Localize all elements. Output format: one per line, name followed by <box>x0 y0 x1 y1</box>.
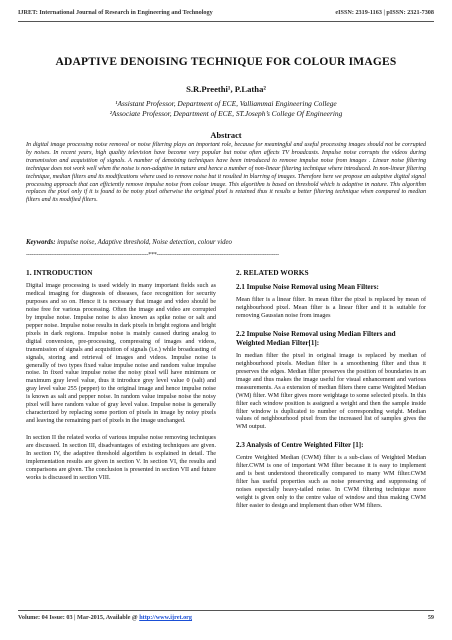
keywords <box>26 239 426 246</box>
introduction-heading: 1. INTRODUCTION <box>26 268 93 277</box>
section-separator: --------------------------------------------------------------------***-------------------------------------------------------------------- <box>26 252 279 258</box>
abstract-heading: Abstract <box>210 131 242 140</box>
section-2-2-heading: 2.2 Impulse Noise Removal using Median Filters and Weighted Median Filter[1]: <box>236 329 396 347</box>
footer-rule <box>18 610 434 611</box>
section-2-1-heading: 2.1 Impulse Noise Removal using Mean Filters: <box>236 283 379 291</box>
paper-authors: S.R.Preethi¹, P.Latha² <box>186 84 266 94</box>
abstract-text: In digital image processing noise removal or noise filtering plays an important role, because for meaningful and useful processing images should not be corrupted by noises. In recent years, high quality television have become very popular but noise often affects TV broadcasts. Impulse noise corrupts the videos during transmission and acquisition of signals. A number of denoising techniques have been introduced to remove impulse noise from images . Linear noise filtering technique does not work well when the noise is non-adaptive in nature and hence a number of non-linear filtering technique where introduced. In non-linear filtering technique, median filters and its modifications where used to remove noise but it resulted in blurring of images. Therefore here we propose an adaptive digital signal processing approach that can efficiently remove impulse noise from colour image. This algorithm is based on threshold which is adaptive in nature. This algorithm replaces the pixel only if it is found to be noisy pixel otherwise the original pixel is retained thus it results a better filtering technique when compared to median filters and its modified filters. <box>26 142 426 204</box>
section-2-3-heading: 2.3 Analysis of Centre Weighted Filter [1]: <box>236 441 364 450</box>
section-2-1-text: Mean filter is a linear filter. In mean filter the pixel is replaced by mean of neighbourhood pixel. Mean filter is a linear filter and it is suitable for removing Gaussian noise from images <box>236 297 426 319</box>
keywords-text: impulse noise, Adaptive threshold, Noise detection, colour video <box>57 239 232 246</box>
page-footer <box>18 614 434 621</box>
header-rule <box>18 21 434 22</box>
page-number: 59 <box>427 614 434 621</box>
footer-volume-text: Volume: 04 Issue: 03 | Mar-2015, Available @ <box>18 614 140 621</box>
journal-header <box>18 9 434 16</box>
related-works-heading: 2. RELATED WORKS <box>236 268 309 277</box>
affiliation-1: ¹Assistant Professor, Department of ECE, Valliammai Engineering College <box>115 99 337 108</box>
footer-volume <box>18 614 192 621</box>
right-column <box>236 268 426 520</box>
left-column <box>26 268 216 492</box>
section-2-3-text: Centre Weighted Median (CWM) filter is a sub-class of Weighted Median filter.CWM is one of important WM filter because it is easy to implement and is best understood theoretically compared to many WM filter.CWM filter has useful properties such as noise preserving and suppressing of noises especially heavy-tailed noise. In CWM filtering technique more weight is given only to the centre value of window and thus making CWM filter easier to design and implement than other WM filters. <box>236 455 426 510</box>
introduction-paragraph-2: In section II the related works of various impulse noise removing techniques are discussed. In section III, disadvantages of existing techniques are given. In section IV, the adaptive threshold algorithm is explained in detail. The implementation results are given in section V. In section VI, the results and comparisons are given. The conclusion is presented in section VII and future works is discussed in section VIII. <box>26 435 216 481</box>
keywords-label: Keywords: <box>26 239 56 246</box>
introduction-paragraph-1: Digital image processing is used widely in many important fields such as medical imaging for diagnosis of diseases, face recognition for security purposes and so on. Hence it is necessary that image and video should be noise free for various processing. Often the image and video are corrupted by impulse noise. Impulse noise is also known as spike noise or salt and pepper noise. Impulse noise results in dark pixels in bright regions and bright pixels in dark regions. Impulse noise is mainly caused during analog to digital conversion, pre-processing, compressing of images and videos, transmission of signals and acquisition of signals (i.e.) while broadcasting of signals, storing and retrieval of images and videos. Impulse noise is generally of two types fixed value impulse noise and random value impulse noise. In fixed value impulse noise the noisy pixel will have minimum or maximum gray level value, thus it introduce grey level value 0 (salt) and gray level value 255 (pepper) to the original image and hence impulse noise is known as salt and pepper noise. In random value impulse noise the noisy pixel will have random value of gray level value. Impulse noise is generally characterized by replacing some portion of pixels in image by noisy pixels and leaving the remaining part of pixels in the image unchanged. <box>26 283 216 425</box>
journal-link[interactable]: http://www.ijret.org <box>139 614 193 621</box>
section-2-2-text: In median filter the pixel in original image is replaced by median of neighbourhood pixels. Median filter is a smoothening filter and thus it preserves the edges. Median filter preserves the position of boundaries in an image and thus makes the image useful for visual enhancement and various measurements. As a extension of median filters there came Weighted Median (WM) filter. WM filter gives more weightage to some selected pixels. In this filter each window position is assigned a weight and then the sample inside filter window is duplicated to number of corresponding weight. Median values of neighbourhood pixel from the increased list of samples gives the WM output. <box>236 352 426 431</box>
journal-issn: eISSN: 2319-1163 | pISSN: 2321-7308 <box>335 9 434 16</box>
affiliation-2: ²Associate Professor, Department of ECE, ST.Joseph’s College Of Engineering <box>109 109 343 118</box>
paper-title: ADAPTIVE DENOISING TECHNIQUE FOR COLOUR IMAGES <box>55 56 397 68</box>
journal-name: IJRET: International Journal of Research in Engineering and Technology <box>18 9 213 16</box>
